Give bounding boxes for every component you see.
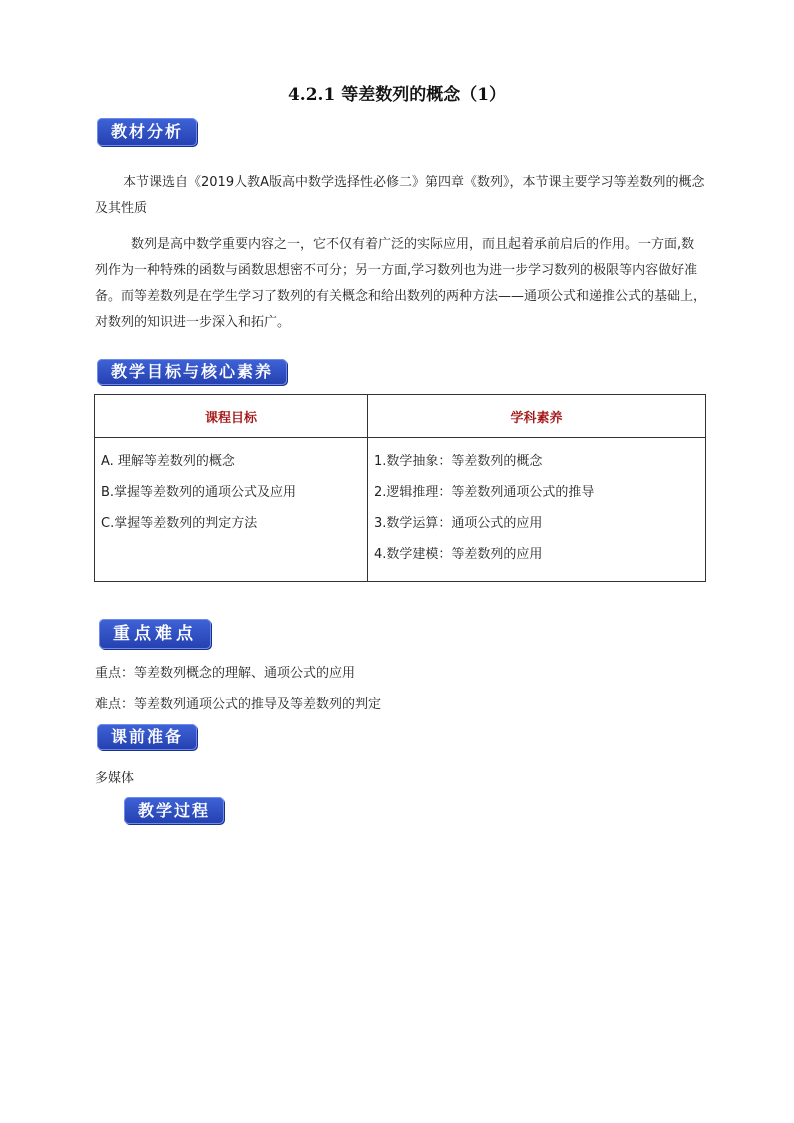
section-badge-analysis: 教材分析 [97,118,197,146]
goal-item: A. 理解等差数列的概念 [101,454,235,469]
goals-cell [95,438,368,582]
goal-item: C.掌握等差数列的判定方法 [101,516,258,531]
table-header-goals: 课程目标 [95,395,368,438]
literacy-item: 1.数学抽象：等差数列的概念 [374,454,543,469]
literacy-cell [368,438,706,582]
literacy-item: 2.逻辑推理：等差数列通项公式的推导 [374,485,595,500]
section-badge-keypoints: 重点难点 [99,619,211,649]
analysis-paragraph-2: 数列是高中数学重要内容之一，它不仅有着广泛的实际应用，而且起着承前启后的作用。一方面,数列作为一种特殊的函数与函数思想密不可分；另一方面,学习数列也为进一步学习数列的极限等内容做好准备。而等差数列是在学生学习了数列的有关概念和给出数列的两种方法——通项公式和递推公式的基础上，对数列的知识进一步深入和拓广。 [95,237,707,330]
literacy-item: 3.数学运算：通项公式的应用 [374,516,543,531]
section-badge-objectives: 教学目标与核心素养 [97,359,287,385]
key-point-text: 重点：等差数列概念的理解、通项公式的应用 [95,666,356,681]
objectives-table [94,394,706,582]
table-header-literacy: 学科素养 [368,395,706,438]
goal-item: B.掌握等差数列的通项公式及应用 [101,485,297,500]
page-title: 4.2.1 等差数列的概念（1） [287,85,507,105]
literacy-item: 4.数学建模：等差数列的应用 [374,547,543,562]
analysis-paragraph-1: 本节课选自《2019人教A版高中数学选择性必修二》第四章《数列》，本节课主要学习等差数列的概念及其性质 [95,175,705,216]
preparation-text: 多媒体 [95,771,135,786]
section-badge-preparation: 课前准备 [97,724,197,750]
difficult-point-text: 难点：等差数列通项公式的推导及等差数列的判定 [95,697,382,712]
section-badge-process: 教学过程 [124,797,224,824]
